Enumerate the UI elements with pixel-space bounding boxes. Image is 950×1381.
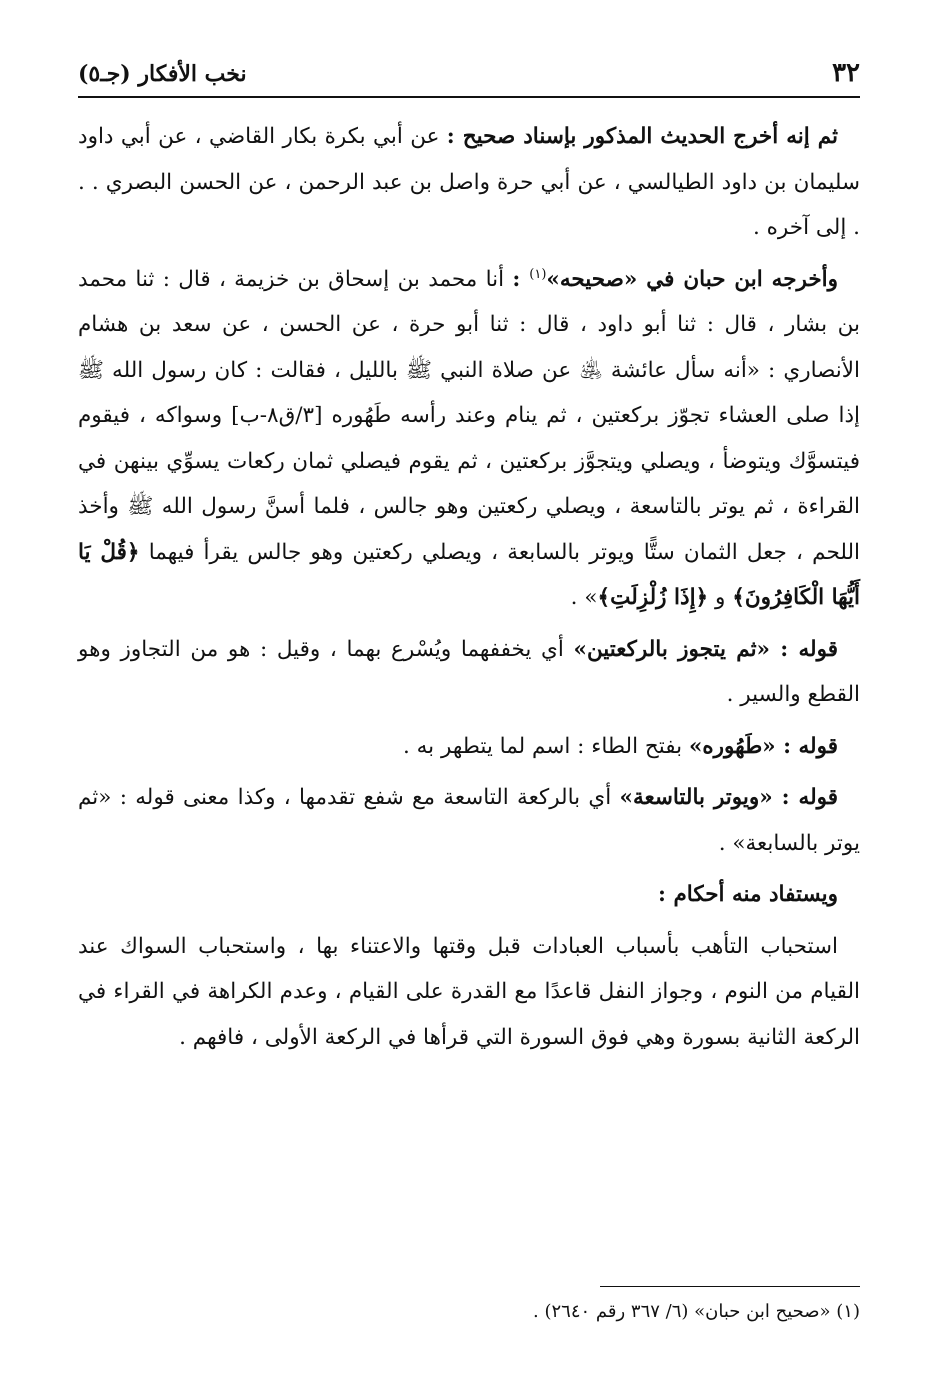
- section-heading: ويستفاد منه أحكام :: [658, 882, 838, 907]
- paragraph-5-text: أي بالركعة التاسعة مع شفع تقدمها ، وكذا معنى قوله : «ثم يوتر بالسابعة» .: [78, 785, 860, 856]
- footnote-area: [78, 1286, 860, 1322]
- paragraph-5-term: «ويوتر بالتاسعة»: [619, 785, 773, 810]
- paragraph-1: [78, 114, 860, 251]
- quran-verse-2: ﴿إِذَا زُلْزِلَتِ﴾: [597, 585, 709, 610]
- paragraph-4-term: «طَهُوره»: [688, 733, 776, 759]
- footnote-1: (١) «صحيح ابن حبان» (٦/ ٣٦٧ رقم ٢٦٤٠) .: [533, 1301, 860, 1322]
- paragraph-5: [78, 775, 860, 866]
- book-title: نخب الأفكار (جـ٥): [78, 61, 247, 87]
- paragraph-2-and: و: [708, 585, 733, 610]
- paragraph-1-text: عن أبي بكرة بكار القاضي ، عن أبي داود سليمان بن داود الطيالسي ، عن أبي حرة واصل بن عبد الرحمن ، عن الحسن البصري . . . إلى آخره .: [78, 124, 860, 240]
- paragraph-2: [78, 257, 860, 621]
- paragraph-4: [78, 724, 860, 770]
- footnote-marker[interactable]: (١): [529, 266, 547, 282]
- paragraph-3: [78, 627, 860, 718]
- paragraph-4-text: بفتح الطاء : اسم لما يتطهر به .: [402, 733, 689, 759]
- paragraph-2-colon: :: [512, 266, 530, 292]
- paragraph-3-lead: قوله :: [770, 636, 838, 662]
- paragraph-2-ending: » .: [570, 585, 598, 610]
- paragraph-4-lead: قوله :: [775, 733, 838, 759]
- paragraph-3-term: «ثم يتجوز بالركعتين»: [573, 636, 770, 662]
- paragraph-2-text: أنا محمد بن إسحاق بن خزيمة ، قال : ثنا محمد بن بشار ، قال : ثنا أبو داود ، قال : ثنا أبو حرة ، عن الحسن ، عن سعد بن هشام الأنصاري : «أنه سأل عائشة ﵁ عن صلاة النبي ﷺ بالليل ، فقالت : كان رسول الله ﷺ إذا صلى العشاء تجوّز بركعتين ، ثم ينام وعند رأسه طَهُوره [٣/ق٨-ب] وسواكه ، فيقوم فيتسوَّك ويتوضأ ، ويصلي ويتجوَّز بركعتين ، ثم يقوم فيصلي ثمان ركعات يسوِّي بينهن في القراءة ، ثم يوتر بالتاسعة ، ويصلي ركعتين وهو جالس ، فلما أسنَّ رسول الله ﷺ وأخذ اللحم ، جعل الثمان ستًّا ويوتر بالسابعة ، ويصلي ركعتين وهو جالس يقرأ فيهما: [78, 266, 860, 565]
- paragraph-6: استحباب التأهب بأسباب العبادات قبل وقتها والاعتناء بها ، واستحباب السواك عند القيام من النوم ، وجواز النفل قاعدًا مع القدرة على القيام ، وعدم الكراهة في القراء في الركعة الثانية بسورة وهي فوق السورة التي قرأها في الركعة الأولى ، فافهم .: [78, 933, 860, 1050]
- main-text: [78, 114, 860, 1060]
- book-page: [78, 58, 860, 1348]
- page-number: ٣٢: [832, 58, 860, 88]
- header-rule: [78, 96, 860, 98]
- paragraph-2-lead: وأخرجه ابن حبان في «صحيحه»: [546, 266, 839, 292]
- quran-verse-1: ﴿قُلْ يَا أَيُّهَا الْكَافِرُونَ﴾: [78, 539, 860, 610]
- paragraph-3-text: أي يخففهما ويُسْرع بهما ، وقيل : هو من التجاوز وهو القطع والسير .: [78, 636, 860, 707]
- paragraph-1-lead: ثم إنه أخرج الحديث المذكور بإسناد صحيح :: [446, 124, 838, 149]
- paragraph-5-lead: قوله :: [772, 785, 839, 810]
- running-header: [78, 58, 860, 94]
- footnote-rule: [600, 1286, 860, 1287]
